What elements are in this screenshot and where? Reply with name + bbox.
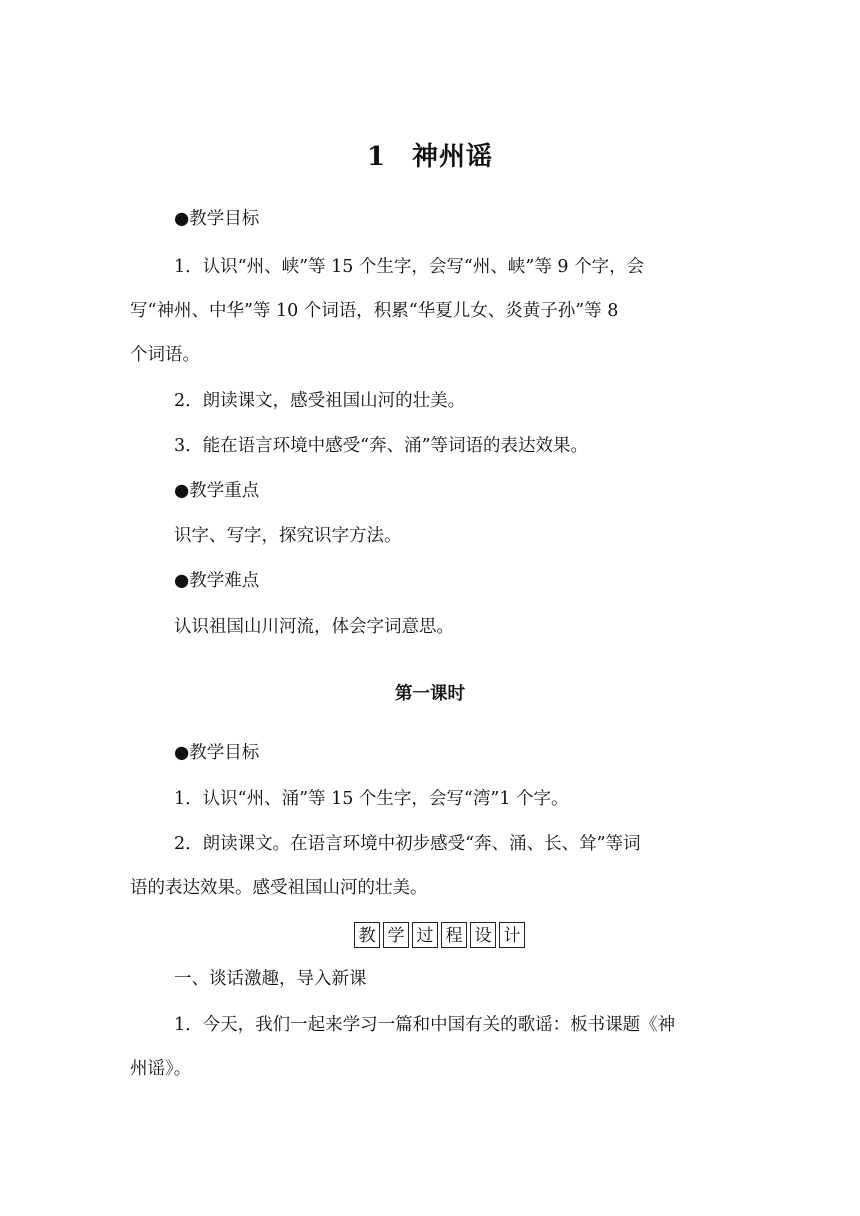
step-1-item-1-line-1: 1．今天，我们一起来学习一篇和中国有关的歌谣：板书课题《神 — [174, 1015, 676, 1035]
goal-2: 2．朗读课文，感受祖国山河的壮美。 — [174, 391, 466, 411]
period-goal-1: 1．认识“州、涌”等 15 个生字，会写“湾”1 个字。 — [174, 789, 569, 809]
period-heading: 第一课时 — [395, 684, 465, 704]
period-goal-2-line-2: 语的表达效果。感受祖国山河的壮美。 — [130, 878, 428, 898]
period-goal-2-line-1: 2．朗读课文。在语言环境中初步感受“奔、涌、长、耸”等词 — [174, 834, 641, 854]
process-box-char: 教 — [354, 922, 380, 948]
key-points-heading: ●教学重点 — [174, 481, 260, 501]
difficulty-heading: ●教学难点 — [174, 571, 260, 591]
step-1-heading: 一、谈话激趣，导入新课 — [174, 969, 367, 989]
lesson-title — [0, 136, 860, 173]
goal-1-line-3: 个词语。 — [130, 345, 200, 365]
process-box-char: 程 — [441, 922, 467, 948]
step-1-item-1-line-2: 州谣》。 — [130, 1059, 192, 1079]
goal-1-line-1: 1．认识“州、峡”等 15 个生字，会写“州、峡”等 9 个字，会 — [174, 257, 645, 277]
difficulty-text: 认识祖国山川河流，体会字词意思。 — [174, 617, 454, 637]
process-box-char: 过 — [412, 922, 438, 948]
process-design-heading — [354, 922, 525, 948]
process-box-char: 设 — [470, 922, 496, 948]
process-box-char: 学 — [383, 922, 409, 948]
period-goals-heading: ●教学目标 — [174, 743, 260, 763]
lesson-title-text: 神州谣 — [412, 142, 494, 172]
goal-1-line-2: 写“神州、中华”等 10 个词语，积累“华夏儿女、炎黄子孙”等 8 — [130, 301, 619, 321]
lesson-number: 1 — [366, 142, 387, 172]
goal-3: 3．能在语言环境中感受“奔、涌”等词语的表达效果。 — [174, 436, 589, 456]
process-box-char: 计 — [499, 922, 525, 948]
key-points-text: 识字、写字，探究识字方法。 — [174, 526, 402, 546]
goals-heading: ●教学目标 — [174, 209, 260, 229]
